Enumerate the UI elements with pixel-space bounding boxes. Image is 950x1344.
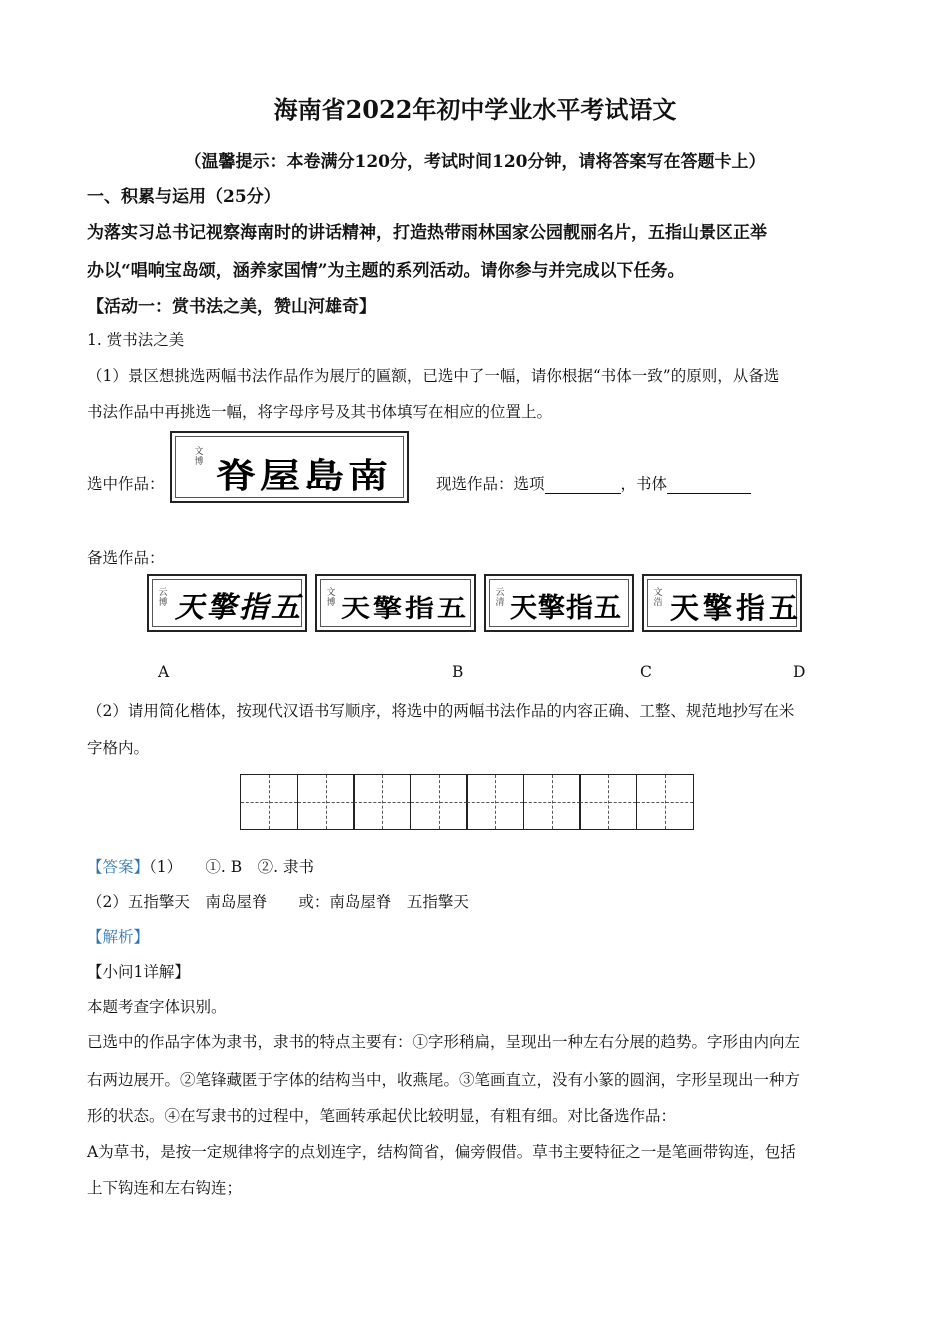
analysis-paragraph-3-line-2: 上下钩连和左右钩连；: [87, 1179, 243, 1197]
analysis-paragraph-2-line-2: 右两边展开。②笔锋藏匿于字体的结构当中，收燕尾。③笔画直立，没有小篆的圆润，字形呈现出一种方: [87, 1071, 801, 1089]
question-1-2-line-2: 字格内。: [87, 739, 150, 757]
seal-stamp: 云清: [495, 588, 505, 608]
candidate-letter-c: C: [640, 663, 652, 681]
question-1-1-line-2: 书法作品中再挑选一幅，将字母序号及其书体填写在相应的位置上。: [87, 403, 553, 421]
page-title: 海南省2022年初中学业水平考试语文: [273, 95, 677, 124]
question-1-1-line-1: （1）景区想挑选两幅书法作品作为展厅的匾额，已选中了一幅，请你根据“书体一致”的原则，从备选: [87, 367, 780, 385]
grid-cell[interactable]: [240, 774, 298, 830]
grid-cell[interactable]: [353, 774, 411, 830]
seal-stamp: 文博: [326, 588, 336, 608]
grid-cell[interactable]: [410, 774, 468, 830]
candidate-letter-b: B: [452, 663, 464, 681]
selected-calligraphy-frame: [170, 431, 409, 503]
selected-work-label: 选中作品：: [87, 475, 165, 493]
candidate-a-frame: [147, 574, 307, 632]
candidate-c-frame: [484, 574, 634, 632]
answer-part-1: （1） ①. B ②. 隶书: [149, 858, 314, 876]
candidate-d-text: 天擎指五: [670, 591, 803, 625]
grid-cell[interactable]: [523, 774, 581, 830]
grid-cell[interactable]: [466, 774, 524, 830]
candidate-letter-a: A: [158, 663, 170, 681]
writing-grid: [240, 774, 694, 830]
option-blank[interactable]: [545, 477, 621, 494]
candidate-b-text: 天擎指五: [341, 593, 470, 623]
seal-stamp: 云博: [158, 588, 168, 608]
intro-line-1: 为落实习总书记视察海南时的讲话精神，打造热带雨林国家公园靓丽名片，五指山景区正举: [87, 223, 767, 243]
section-heading: 一、积累与运用（25分）: [87, 187, 281, 207]
analysis-paragraph-3-line-1: A为草书，是按一定规律将字的点划连字，结构简省，偏旁假借。草书主要特征之一是笔画带钩连，包括: [87, 1143, 796, 1161]
selected-calligraphy-text: 脊屋島南: [216, 456, 392, 497]
analysis-subheading: 【小问1详解】: [87, 963, 190, 981]
intro-line-2: 办以“唱响宝岛颂，涵养家国情”为主题的系列活动。请你参与并完成以下任务。: [87, 261, 685, 281]
answer-part-2: （2）五指擎天 南岛屋脊 或：南岛屋脊 五指擎天: [87, 893, 469, 911]
script-label: ，书体: [620, 475, 668, 493]
grid-cell[interactable]: [636, 774, 694, 830]
analysis-label: 【解析】: [87, 928, 150, 946]
answer-label: 【答案】: [87, 858, 150, 876]
candidate-letter-d: D: [793, 663, 806, 681]
candidate-d-frame: [642, 574, 802, 632]
candidates-label: 备选作品：: [87, 549, 165, 567]
question-1-title: 1. 赏书法之美: [87, 331, 185, 349]
candidate-c-text: 天擎指五: [510, 593, 622, 624]
seal-stamp: 文浩: [653, 588, 663, 608]
grid-cell[interactable]: [579, 774, 637, 830]
seal-stamp: 文博: [194, 447, 204, 467]
answer-line-1: [87, 855, 314, 877]
candidate-a-text: 天擎指五: [175, 590, 304, 624]
analysis-paragraph-2-line-3: 形的状态。④在写隶书的过程中，笔画转承起伏比较明显，有粗有细。对比备选作品：: [87, 1107, 677, 1125]
exam-tip: （温馨提示：本卷满分120分，考试时间120分钟，请将答案写在答题卡上）: [184, 152, 766, 172]
analysis-paragraph-2-line-1: 已选中的作品字体为隶书，隶书的特点主要有：①字形稍扁，呈现出一种左右分展的趋势。字形由内向左: [87, 1033, 801, 1051]
analysis-paragraph-1: 本题考查字体识别。: [87, 998, 227, 1016]
candidate-b-frame: [315, 574, 476, 632]
question-1-2-line-1: （2）请用简化楷体，按现代汉语书写顺序，将选中的两幅书法作品的内容正确、工整、规范地抄写在米: [87, 702, 795, 720]
script-blank[interactable]: [667, 477, 751, 494]
activity-heading: 【活动一：赏书法之美，赞山河雄奇】: [87, 297, 376, 317]
current-work-label: 现选作品：选项: [436, 475, 545, 493]
current-work-line: [436, 472, 751, 494]
grid-cell[interactable]: [297, 774, 355, 830]
